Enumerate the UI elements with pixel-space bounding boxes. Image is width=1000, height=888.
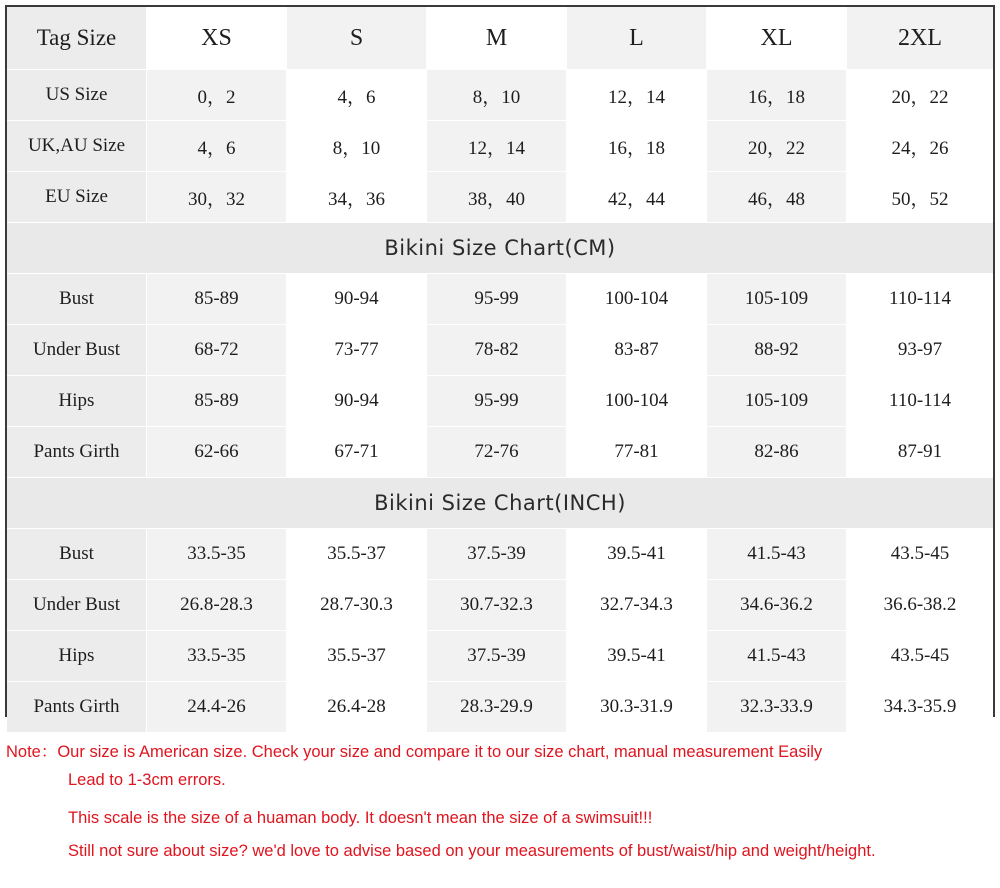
table-cell: 100-104 bbox=[567, 376, 707, 426]
header-size-s: S bbox=[287, 7, 427, 69]
table-cell: 33.5-35 bbox=[147, 631, 287, 681]
header-size-2xl: 2XL bbox=[847, 7, 993, 69]
row-label: EU Size bbox=[7, 172, 147, 222]
header-size-xl: XL bbox=[707, 7, 847, 69]
table-cell: 43.5-45 bbox=[847, 529, 993, 579]
table-cell: 34，36 bbox=[287, 172, 427, 222]
inch-pants-girth-row bbox=[7, 682, 993, 732]
table-cell: 37.5-39 bbox=[427, 529, 567, 579]
table-cell: 26.4-28 bbox=[287, 682, 427, 732]
table-cell: 67-71 bbox=[287, 427, 427, 477]
table-cell: 35.5-37 bbox=[287, 529, 427, 579]
table-cell: 39.5-41 bbox=[567, 529, 707, 579]
cm-pants-girth-row bbox=[7, 427, 993, 478]
header-size-xs: XS bbox=[147, 7, 287, 69]
table-cell: 12，14 bbox=[427, 121, 567, 171]
table-cell: 38，40 bbox=[427, 172, 567, 222]
table-cell: 26.8-28.3 bbox=[147, 580, 287, 630]
table-cell: 87-91 bbox=[847, 427, 993, 477]
table-cell: 28.7-30.3 bbox=[287, 580, 427, 630]
table-cell: 24，26 bbox=[847, 121, 993, 171]
row-label: Under Bust bbox=[7, 580, 147, 630]
row-label: Hips bbox=[7, 631, 147, 681]
row-label: Pants Girth bbox=[7, 682, 147, 732]
row-label: Bust bbox=[7, 529, 147, 579]
table-cell: 42，44 bbox=[567, 172, 707, 222]
table-cell: 46，48 bbox=[707, 172, 847, 222]
table-cell: 82-86 bbox=[707, 427, 847, 477]
cm-section-title: Bikini Size Chart(CM) bbox=[7, 223, 993, 274]
note-line-4: Still not sure about size? we'd love to advise based on your measurements of bust/waist/hip and weight/height. bbox=[68, 842, 876, 860]
header-size-l: L bbox=[567, 7, 707, 69]
inch-hips-row bbox=[7, 631, 993, 682]
table-cell: 8，10 bbox=[427, 70, 567, 120]
table-cell: 4，6 bbox=[147, 121, 287, 171]
row-label: Pants Girth bbox=[7, 427, 147, 477]
cm-bust-row bbox=[7, 274, 993, 325]
table-cell: 20，22 bbox=[707, 121, 847, 171]
table-cell: 41.5-43 bbox=[707, 631, 847, 681]
us-size-row bbox=[7, 70, 993, 121]
table-cell: 24.4-26 bbox=[147, 682, 287, 732]
table-cell: 110-114 bbox=[847, 376, 993, 426]
table-cell: 110-114 bbox=[847, 274, 993, 324]
table-cell: 20，22 bbox=[847, 70, 993, 120]
table-cell: 85-89 bbox=[147, 376, 287, 426]
table-cell: 105-109 bbox=[707, 274, 847, 324]
table-cell: 72-76 bbox=[427, 427, 567, 477]
table-cell: 105-109 bbox=[707, 376, 847, 426]
table-cell: 50，52 bbox=[847, 172, 993, 222]
table-cell: 39.5-41 bbox=[567, 631, 707, 681]
table-cell: 36.6-38.2 bbox=[847, 580, 993, 630]
header-row bbox=[7, 7, 993, 70]
cm-under-bust-row bbox=[7, 325, 993, 376]
table-cell: 62-66 bbox=[147, 427, 287, 477]
header-tag-size: Tag Size bbox=[7, 7, 147, 69]
table-cell: 85-89 bbox=[147, 274, 287, 324]
table-cell: 30.3-31.9 bbox=[567, 682, 707, 732]
table-cell: 32.7-34.3 bbox=[567, 580, 707, 630]
table-cell: 28.3-29.9 bbox=[427, 682, 567, 732]
table-cell: 37.5-39 bbox=[427, 631, 567, 681]
header-size-m: M bbox=[427, 7, 567, 69]
table-cell: 78-82 bbox=[427, 325, 567, 375]
cm-hips-row bbox=[7, 376, 993, 427]
row-label: Bust bbox=[7, 274, 147, 324]
eu-size-row bbox=[7, 172, 993, 223]
table-cell: 95-99 bbox=[427, 376, 567, 426]
note-line-1: Note：Our size is American size. Check your size and compare it to our size chart, manual measurement Easily bbox=[6, 743, 823, 761]
inch-bust-row bbox=[7, 529, 993, 580]
table-cell: 4，6 bbox=[287, 70, 427, 120]
table-cell: 0，2 bbox=[147, 70, 287, 120]
uk-au-size-row bbox=[7, 121, 993, 172]
table-cell: 33.5-35 bbox=[147, 529, 287, 579]
table-cell: 90-94 bbox=[287, 376, 427, 426]
table-cell: 16，18 bbox=[707, 70, 847, 120]
inch-under-bust-row bbox=[7, 580, 993, 631]
table-cell: 93-97 bbox=[847, 325, 993, 375]
table-cell: 88-92 bbox=[707, 325, 847, 375]
inch-section-title: Bikini Size Chart(INCH) bbox=[7, 478, 993, 529]
table-cell: 43.5-45 bbox=[847, 631, 993, 681]
table-cell: 95-99 bbox=[427, 274, 567, 324]
table-cell: 30.7-32.3 bbox=[427, 580, 567, 630]
table-cell: 41.5-43 bbox=[707, 529, 847, 579]
table-cell: 73-77 bbox=[287, 325, 427, 375]
table-cell: 68-72 bbox=[147, 325, 287, 375]
row-label: US Size bbox=[7, 70, 147, 120]
table-cell: 100-104 bbox=[567, 274, 707, 324]
table-cell: 34.6-36.2 bbox=[707, 580, 847, 630]
table-cell: 90-94 bbox=[287, 274, 427, 324]
table-cell: 32.3-33.9 bbox=[707, 682, 847, 732]
table-cell: 30，32 bbox=[147, 172, 287, 222]
table-cell: 83-87 bbox=[567, 325, 707, 375]
row-label: Hips bbox=[7, 376, 147, 426]
note-line-2: Lead to 1-3cm errors. bbox=[68, 771, 226, 789]
size-chart-table bbox=[5, 5, 995, 717]
table-cell: 34.3-35.9 bbox=[847, 682, 993, 732]
table-cell: 35.5-37 bbox=[287, 631, 427, 681]
row-label: Under Bust bbox=[7, 325, 147, 375]
table-cell: 16，18 bbox=[567, 121, 707, 171]
table-cell: 12，14 bbox=[567, 70, 707, 120]
note-line-3: This scale is the size of a huaman body. It doesn't mean the size of a swimsuit!!! bbox=[68, 809, 653, 827]
table-cell: 8，10 bbox=[287, 121, 427, 171]
row-label: UK,AU Size bbox=[7, 121, 147, 171]
table-cell: 77-81 bbox=[567, 427, 707, 477]
